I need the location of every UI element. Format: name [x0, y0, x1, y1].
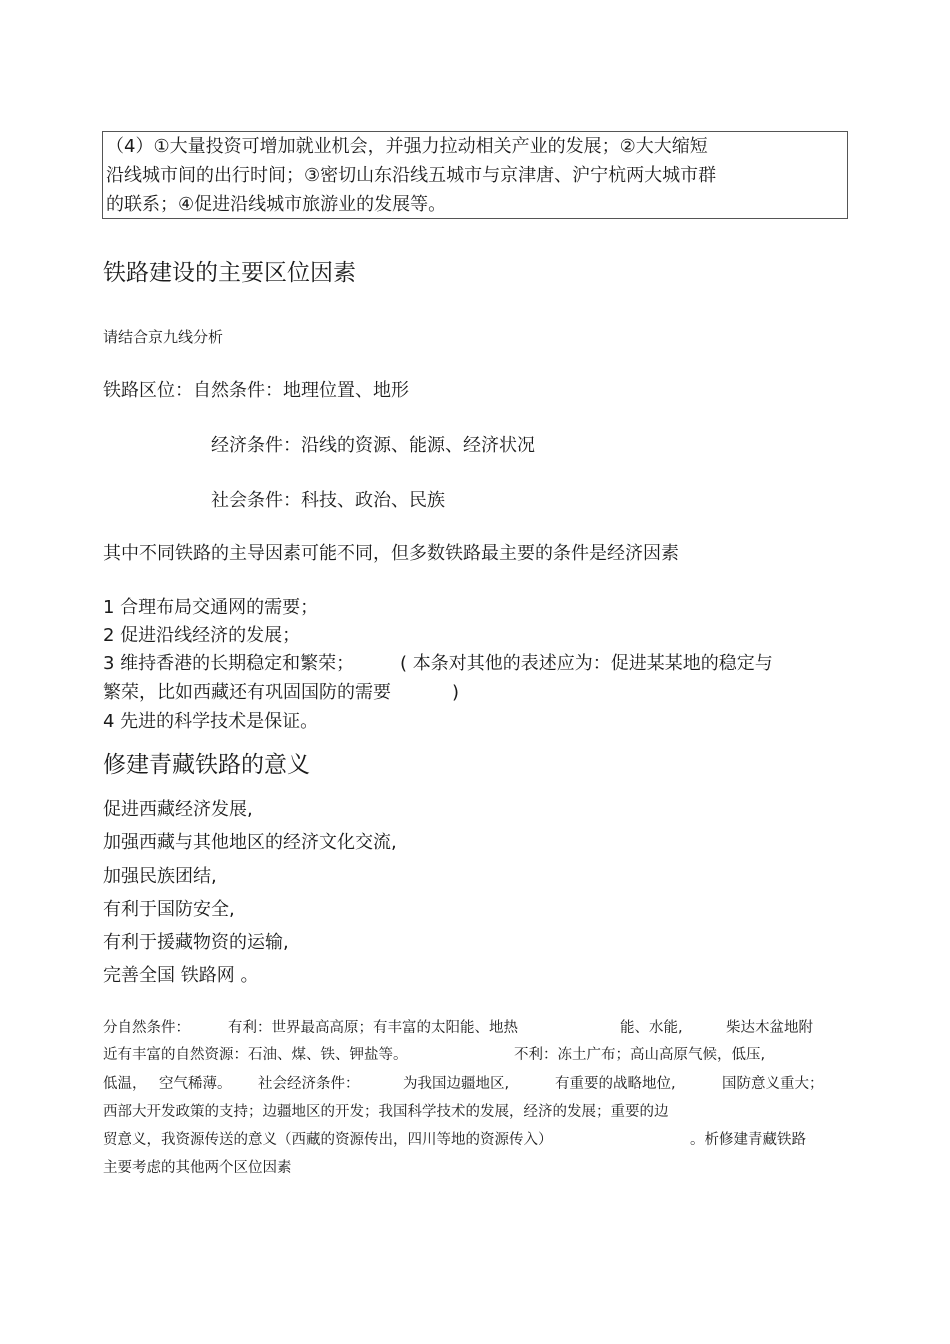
analysis-line-3a: 低温， — [103, 1076, 147, 1092]
analysis-line-1b: 有利：世界最高高原；有丰富的太阳能、地热 — [228, 1020, 518, 1036]
analysis-line-1c: 能、水能, — [620, 1020, 683, 1036]
intro-text: 请结合京九线分析 — [103, 328, 224, 346]
list-item-3-note: ( 本条对其他的表述应为：促进某某地的稳定与 — [400, 653, 773, 674]
answer-box — [102, 131, 848, 219]
significance-item: 加强民族团结, — [103, 866, 217, 887]
analysis-line-6: 主要考虑的其他两个区位因素 — [103, 1160, 292, 1176]
list-item-2: 2 促进沿线经济的发展； — [103, 625, 301, 646]
analysis-line-3c: 社会经济条件： — [258, 1076, 360, 1092]
section-heading-location-factors: 铁路建设的主要区位因素 — [103, 260, 356, 286]
section-heading-significance: 修建青藏铁路的意义 — [103, 752, 310, 778]
significance-item: 有利于援藏物资的运输, — [103, 932, 289, 953]
factor-row-social: 社会条件：科技、政治、民族 — [211, 490, 445, 511]
analysis-line-2a: 近有丰富的自然资源：石油、煤、铁、钾盐等。 — [103, 1047, 408, 1063]
factor-row-economic: 经济条件：沿线的资源、能源、经济状况 — [211, 435, 535, 456]
summary-text: 其中不同铁路的主导因素可能不同，但多数铁路最主要的条件是经济因素 — [103, 543, 679, 564]
analysis-line-2b: 不利：冻土广布；高山高原气候，低压, — [514, 1047, 766, 1063]
list-item-1: 1 合理布局交通网的需要； — [103, 597, 319, 618]
significance-item: 加强西藏与其他地区的经济文化交流, — [103, 832, 397, 853]
answer-line-2: 沿线城市间的出行时间；③密切山东沿线五城市与京津唐、沪宁杭两大城市群 — [106, 165, 717, 186]
analysis-line-1a: 分自然条件： — [103, 1020, 190, 1036]
list-item-3-note-cont: 繁荣，比如西藏还有巩固国防的需要 — [103, 682, 391, 703]
analysis-line-3d: 为我国边疆地区, — [403, 1076, 510, 1092]
list-item-4: 4 先进的科学技术是保证。 — [103, 711, 319, 732]
analysis-line-3f: 国防意义重大； — [722, 1076, 824, 1092]
answer-line-3: 的联系；④促进沿线城市旅游业的发展等。 — [106, 194, 447, 215]
analysis-line-3b: 空气稀薄。 — [159, 1076, 232, 1092]
analysis-line-4: 西部大开发政策的支持；边疆地区的开发；我国科学技术的发展，经济的发展；重要的边 — [103, 1104, 669, 1120]
analysis-line-5a: 贸意义，我资源传送的意义（西藏的资源传出，四川等地的资源传入） — [103, 1132, 553, 1148]
significance-item: 完善全国 铁路网 。 — [103, 965, 259, 986]
list-item-3-note-close: ) — [452, 682, 460, 703]
significance-item: 有利于国防安全, — [103, 899, 235, 920]
answer-line-1: （4）①大量投资可增加就业机会，并强力拉动相关产业的发展；②大大缩短 — [106, 136, 708, 157]
list-item-3: 3 维持香港的长期稳定和繁荣； — [103, 653, 355, 674]
significance-item: 促进西藏经济发展, — [103, 799, 253, 820]
analysis-line-5b: 。析修建青藏铁路 — [690, 1132, 806, 1148]
factor-row-natural: 铁路区位：自然条件：地理位置、地形 — [103, 380, 409, 401]
analysis-line-1d: 柴达木盆地附 — [726, 1020, 813, 1036]
analysis-line-3e: 有重要的战略地位, — [555, 1076, 676, 1092]
